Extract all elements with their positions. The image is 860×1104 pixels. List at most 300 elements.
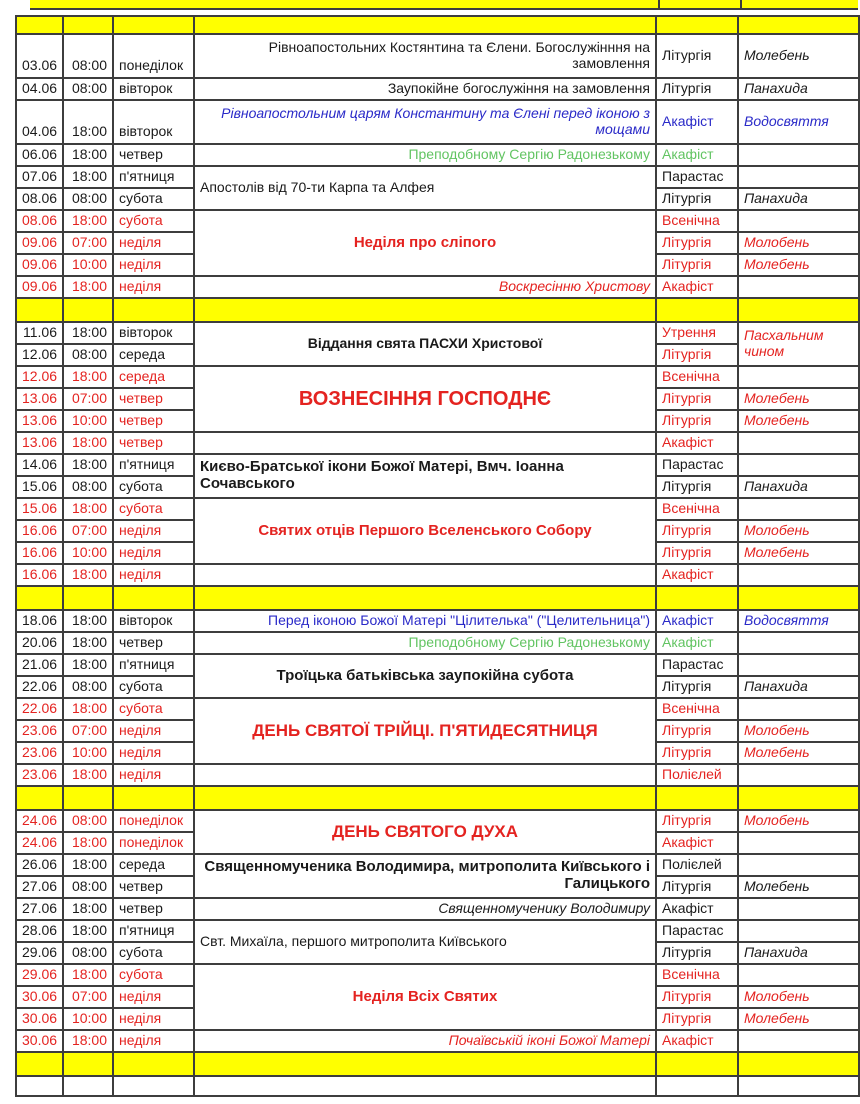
table-row: [16, 698, 859, 720]
note-cell: [738, 964, 859, 986]
day-cell: неділя: [113, 720, 194, 742]
date-cell: 13.06: [16, 432, 63, 454]
service-cell: Літургія: [656, 476, 738, 498]
date-cell: 07.06: [16, 166, 63, 188]
service-cell: Літургія: [656, 232, 738, 254]
day-cell: п'ятниця: [113, 454, 194, 476]
time-cell: 08:00: [63, 810, 113, 832]
day-cell: четвер: [113, 388, 194, 410]
service-cell: Акафіст: [656, 564, 738, 586]
note-cell: [738, 210, 859, 232]
day-cell: неділя: [113, 986, 194, 1008]
day-cell: неділя: [113, 254, 194, 276]
day-cell: четвер: [113, 632, 194, 654]
service-cell: Всенічна: [656, 210, 738, 232]
table-row: [16, 964, 859, 986]
date-cell: 23.06: [16, 764, 63, 786]
separator-cell: [16, 1052, 63, 1076]
day-cell: неділя: [113, 564, 194, 586]
blank-cell: [194, 1076, 656, 1096]
date-cell: 21.06: [16, 654, 63, 676]
note-cell: [738, 366, 859, 388]
service-cell: Літургія: [656, 410, 738, 432]
description-cell: Почаївській іконі Божої Матері: [194, 1030, 656, 1052]
service-cell: Літургія: [656, 254, 738, 276]
date-cell: 03.06: [16, 34, 63, 78]
description-cell: Неділя Всіх Святих: [194, 964, 656, 1030]
time-cell: 18:00: [63, 564, 113, 586]
service-cell: Літургія: [656, 676, 738, 698]
note-cell: Молобень: [738, 986, 859, 1008]
day-cell: середа: [113, 854, 194, 876]
service-schedule-table: [15, 15, 860, 1097]
time-cell: 18:00: [63, 210, 113, 232]
time-cell: 07:00: [63, 232, 113, 254]
time-cell: 18:00: [63, 832, 113, 854]
description-cell: Києво-Братської ікони Божої Матері, Вмч. Іоанна Сочавського: [194, 454, 656, 498]
blank-row: [16, 1076, 859, 1096]
separator-cell: [656, 586, 738, 610]
time-cell: 18:00: [63, 144, 113, 166]
date-cell: 06.06: [16, 144, 63, 166]
day-cell: субота: [113, 498, 194, 520]
time-cell: 18:00: [63, 632, 113, 654]
note-cell: [738, 144, 859, 166]
day-cell: неділя: [113, 1008, 194, 1030]
day-cell: понеділок: [113, 810, 194, 832]
time-cell: 18:00: [63, 764, 113, 786]
date-cell: 30.06: [16, 986, 63, 1008]
time-cell: 08:00: [63, 876, 113, 898]
note-cell: Панахида: [738, 942, 859, 964]
day-cell: неділя: [113, 232, 194, 254]
time-cell: 18:00: [63, 854, 113, 876]
note-cell: Молобень: [738, 810, 859, 832]
time-cell: 18:00: [63, 366, 113, 388]
separator-cell: [738, 298, 859, 322]
time-cell: 07:00: [63, 388, 113, 410]
date-cell: 08.06: [16, 188, 63, 210]
note-cell: [738, 832, 859, 854]
date-cell: 30.06: [16, 1008, 63, 1030]
service-cell: Полієлей: [656, 764, 738, 786]
time-cell: 18:00: [63, 166, 113, 188]
blank-cell: [738, 1076, 859, 1096]
service-cell: Літургія: [656, 810, 738, 832]
date-cell: 22.06: [16, 676, 63, 698]
note-cell: [738, 920, 859, 942]
note-cell: Молебень: [738, 388, 859, 410]
service-cell: Парастас: [656, 654, 738, 676]
separator-cell: [656, 786, 738, 810]
service-cell: Всенічна: [656, 698, 738, 720]
note-cell: [738, 564, 859, 586]
time-cell: 07:00: [63, 986, 113, 1008]
note-cell: [738, 854, 859, 876]
description-cell: [194, 564, 656, 586]
description-cell: ВОЗНЕСІННЯ ГОСПОДНЄ: [194, 366, 656, 432]
time-cell: 08:00: [63, 676, 113, 698]
time-cell: 18:00: [63, 276, 113, 298]
table-row: [16, 564, 859, 586]
service-cell: Літургія: [656, 34, 738, 78]
date-cell: 16.06: [16, 564, 63, 586]
note-cell: Пасхальним чином: [738, 322, 859, 366]
date-cell: 13.06: [16, 388, 63, 410]
day-cell: субота: [113, 964, 194, 986]
description-cell: Віддання свята ПАСХИ Христової: [194, 322, 656, 366]
service-cell: Парастас: [656, 166, 738, 188]
time-cell: 18:00: [63, 498, 113, 520]
date-cell: 22.06: [16, 698, 63, 720]
table-row: [16, 322, 859, 344]
date-cell: 16.06: [16, 542, 63, 564]
time-cell: 07:00: [63, 520, 113, 542]
table-row: [16, 78, 859, 100]
service-cell: Літургія: [656, 720, 738, 742]
separator-cell: [113, 586, 194, 610]
note-cell: [738, 764, 859, 786]
description-cell: [194, 432, 656, 454]
date-cell: 15.06: [16, 498, 63, 520]
service-cell: Літургія: [656, 742, 738, 764]
description-cell: Заупокійне богослужіння на замовлення: [194, 78, 656, 100]
strip-segment: [660, 0, 742, 8]
day-cell: четвер: [113, 876, 194, 898]
date-cell: 28.06: [16, 920, 63, 942]
date-cell: 04.06: [16, 78, 63, 100]
service-cell: Акафіст: [656, 432, 738, 454]
separator-cell: [63, 16, 113, 34]
time-cell: 18:00: [63, 454, 113, 476]
time-cell: 18:00: [63, 610, 113, 632]
strip-segment: [742, 0, 858, 8]
separator-row: [16, 1052, 859, 1076]
description-cell: ДЕНЬ СВЯТОЇ ТРІЙЦІ. П'ЯТИДЕСЯТНИЦЯ: [194, 698, 656, 764]
day-cell: субота: [113, 698, 194, 720]
date-cell: 09.06: [16, 276, 63, 298]
note-cell: [738, 1030, 859, 1052]
day-cell: неділя: [113, 764, 194, 786]
note-cell: [738, 632, 859, 654]
note-cell: Молебень: [738, 254, 859, 276]
separator-cell: [738, 16, 859, 34]
time-cell: 18:00: [63, 322, 113, 344]
separator-cell: [16, 298, 63, 322]
day-cell: субота: [113, 210, 194, 232]
date-cell: 15.06: [16, 476, 63, 498]
table-row: [16, 366, 859, 388]
day-cell: п'ятниця: [113, 920, 194, 942]
description-cell: [194, 764, 656, 786]
service-cell: Акафіст: [656, 276, 738, 298]
day-cell: неділя: [113, 276, 194, 298]
table-row: [16, 276, 859, 298]
service-cell: Всенічна: [656, 366, 738, 388]
blank-cell: [113, 1076, 194, 1096]
note-cell: Молобень: [738, 720, 859, 742]
time-cell: 10:00: [63, 410, 113, 432]
date-cell: 20.06: [16, 632, 63, 654]
time-cell: 10:00: [63, 254, 113, 276]
description-cell: Преподобному Сергію Радонезькому: [194, 144, 656, 166]
separator-cell: [738, 786, 859, 810]
day-cell: четвер: [113, 898, 194, 920]
separator-cell: [656, 1052, 738, 1076]
note-cell: [738, 432, 859, 454]
separator-cell: [738, 1052, 859, 1076]
separator-row: [16, 786, 859, 810]
time-cell: 08:00: [63, 78, 113, 100]
separator-cell: [63, 586, 113, 610]
table-row: [16, 898, 859, 920]
note-cell: Молебень: [738, 876, 859, 898]
day-cell: субота: [113, 188, 194, 210]
date-cell: 12.06: [16, 344, 63, 366]
date-cell: 24.06: [16, 810, 63, 832]
day-cell: вівторок: [113, 322, 194, 344]
day-cell: понеділок: [113, 832, 194, 854]
date-cell: 24.06: [16, 832, 63, 854]
time-cell: 18:00: [63, 920, 113, 942]
service-cell: Літургія: [656, 520, 738, 542]
note-cell: Молобень: [738, 232, 859, 254]
day-cell: п'ятниця: [113, 654, 194, 676]
separator-cell: [656, 298, 738, 322]
service-cell: Літургія: [656, 388, 738, 410]
table-row: [16, 920, 859, 942]
day-cell: вівторок: [113, 610, 194, 632]
description-cell: Перед іконою Божої Матері "Цілителька" ("Целительница"): [194, 610, 656, 632]
table-row: [16, 454, 859, 476]
time-cell: 18:00: [63, 1030, 113, 1052]
day-cell: субота: [113, 676, 194, 698]
description-cell: Апостолів від 70-ти Карпа та Алфея: [194, 166, 656, 210]
table-row: [16, 1030, 859, 1052]
description-cell: Свт. Михаїла, першого митрополита Київського: [194, 920, 656, 964]
table-row: [16, 610, 859, 632]
time-cell: 18:00: [63, 432, 113, 454]
date-cell: 29.06: [16, 964, 63, 986]
table-row: [16, 632, 859, 654]
blank-cell: [656, 1076, 738, 1096]
table-row: [16, 34, 859, 78]
service-cell: Літургія: [656, 1008, 738, 1030]
blank-cell: [16, 1076, 63, 1096]
day-cell: середа: [113, 366, 194, 388]
service-cell: Полієлей: [656, 854, 738, 876]
service-cell: Літургія: [656, 876, 738, 898]
description-cell: Священномученику Володимиру: [194, 898, 656, 920]
table-row: [16, 100, 859, 144]
note-cell: Молобень: [738, 520, 859, 542]
separator-cell: [194, 586, 656, 610]
time-cell: 18:00: [63, 898, 113, 920]
blank-cell: [63, 1076, 113, 1096]
service-cell: Всенічна: [656, 498, 738, 520]
date-cell: 13.06: [16, 410, 63, 432]
note-cell: Молебень: [738, 542, 859, 564]
date-cell: 27.06: [16, 876, 63, 898]
time-cell: 08:00: [63, 942, 113, 964]
time-cell: 10:00: [63, 542, 113, 564]
service-cell: Парастас: [656, 454, 738, 476]
service-cell: Літургія: [656, 188, 738, 210]
note-cell: Водосвяття: [738, 610, 859, 632]
separator-cell: [113, 1052, 194, 1076]
separator-cell: [113, 298, 194, 322]
date-cell: 12.06: [16, 366, 63, 388]
note-cell: Молебень: [738, 410, 859, 432]
day-cell: неділя: [113, 542, 194, 564]
day-cell: четвер: [113, 144, 194, 166]
date-cell: 14.06: [16, 454, 63, 476]
service-cell: Літургія: [656, 344, 738, 366]
separator-cell: [738, 586, 859, 610]
note-cell: Панахида: [738, 78, 859, 100]
schedule-body: [16, 16, 859, 1096]
time-cell: 08:00: [63, 188, 113, 210]
service-cell: Парастас: [656, 920, 738, 942]
service-cell: Літургія: [656, 986, 738, 1008]
service-cell: Акафіст: [656, 610, 738, 632]
note-cell: [738, 898, 859, 920]
date-cell: 27.06: [16, 898, 63, 920]
time-cell: 07:00: [63, 720, 113, 742]
separator-cell: [16, 586, 63, 610]
date-cell: 29.06: [16, 942, 63, 964]
separator-cell: [194, 786, 656, 810]
note-cell: [738, 498, 859, 520]
day-cell: вівторок: [113, 100, 194, 144]
description-cell: Воскресінню Христову: [194, 276, 656, 298]
separator-cell: [194, 1052, 656, 1076]
description-cell: Рівноапостольним царям Константину та Єлені перед іконою з мощами: [194, 100, 656, 144]
time-cell: 08:00: [63, 476, 113, 498]
separator-row: [16, 586, 859, 610]
separator-row: [16, 298, 859, 322]
description-cell: Священномученика Володимира, митрополита Київського і Галицького: [194, 854, 656, 898]
description-cell: Преподобному Сергію Радонезькому: [194, 632, 656, 654]
day-cell: неділя: [113, 1030, 194, 1052]
time-cell: 08:00: [63, 34, 113, 78]
separator-cell: [113, 786, 194, 810]
date-cell: 30.06: [16, 1030, 63, 1052]
table-row: [16, 810, 859, 832]
description-cell: Рівноапостольних Костянтина та Єлени. Богослужінння на замовлення: [194, 34, 656, 78]
note-cell: [738, 166, 859, 188]
separator-cell: [194, 16, 656, 34]
table-row: [16, 764, 859, 786]
service-cell: Літургія: [656, 542, 738, 564]
note-cell: Панахида: [738, 476, 859, 498]
previous-table-cutoff-strip: [30, 0, 858, 10]
date-cell: 16.06: [16, 520, 63, 542]
time-cell: 18:00: [63, 698, 113, 720]
time-cell: 10:00: [63, 1008, 113, 1030]
time-cell: 18:00: [63, 100, 113, 144]
description-cell: Троїцька батьківська заупокійна субота: [194, 654, 656, 698]
separator-cell: [16, 786, 63, 810]
service-cell: Всенічна: [656, 964, 738, 986]
note-cell: [738, 276, 859, 298]
service-cell: Акафіст: [656, 898, 738, 920]
service-cell: Літургія: [656, 78, 738, 100]
table-row: [16, 654, 859, 676]
table-row: [16, 144, 859, 166]
date-cell: 09.06: [16, 232, 63, 254]
strip-segment: [30, 0, 660, 8]
service-cell: Акафіст: [656, 1030, 738, 1052]
date-cell: 11.06: [16, 322, 63, 344]
service-cell: Акафіст: [656, 832, 738, 854]
date-cell: 18.06: [16, 610, 63, 632]
date-cell: 08.06: [16, 210, 63, 232]
day-cell: четвер: [113, 432, 194, 454]
time-cell: 08:00: [63, 344, 113, 366]
day-cell: субота: [113, 942, 194, 964]
date-cell: 04.06: [16, 100, 63, 144]
time-cell: 18:00: [63, 654, 113, 676]
description-cell: ДЕНЬ СВЯТОГО ДУХА: [194, 810, 656, 854]
time-cell: 18:00: [63, 964, 113, 986]
note-cell: [738, 454, 859, 476]
service-cell: Акафіст: [656, 100, 738, 144]
day-cell: вівторок: [113, 78, 194, 100]
date-cell: 23.06: [16, 742, 63, 764]
table-row: [16, 432, 859, 454]
separator-cell: [63, 298, 113, 322]
day-cell: п'ятниця: [113, 166, 194, 188]
table-row: [16, 166, 859, 188]
separator-cell: [113, 16, 194, 34]
description-cell: Неділя про сліпого: [194, 210, 656, 276]
note-cell: [738, 698, 859, 720]
note-cell: Панахида: [738, 676, 859, 698]
date-cell: 23.06: [16, 720, 63, 742]
service-cell: Акафіст: [656, 632, 738, 654]
note-cell: Молебень: [738, 742, 859, 764]
service-cell: Акафіст: [656, 144, 738, 166]
service-cell: Утрення: [656, 322, 738, 344]
day-cell: неділя: [113, 742, 194, 764]
separator-cell: [194, 298, 656, 322]
table-row: [16, 210, 859, 232]
separator-cell: [63, 786, 113, 810]
description-cell: Святих отців Першого Вселенського Собору: [194, 498, 656, 564]
day-cell: понеділок: [113, 34, 194, 78]
service-cell: Літургія: [656, 942, 738, 964]
separator-cell: [63, 1052, 113, 1076]
date-cell: 09.06: [16, 254, 63, 276]
separator-cell: [656, 16, 738, 34]
day-cell: середа: [113, 344, 194, 366]
note-cell: Молебень: [738, 34, 859, 78]
note-cell: Молебень: [738, 1008, 859, 1030]
day-cell: субота: [113, 476, 194, 498]
note-cell: [738, 654, 859, 676]
separator-row: [16, 16, 859, 34]
note-cell: Панахида: [738, 188, 859, 210]
separator-cell: [16, 16, 63, 34]
date-cell: 26.06: [16, 854, 63, 876]
day-cell: неділя: [113, 520, 194, 542]
time-cell: 10:00: [63, 742, 113, 764]
table-row: [16, 498, 859, 520]
table-row: [16, 854, 859, 876]
note-cell: Водосвяття: [738, 100, 859, 144]
day-cell: четвер: [113, 410, 194, 432]
